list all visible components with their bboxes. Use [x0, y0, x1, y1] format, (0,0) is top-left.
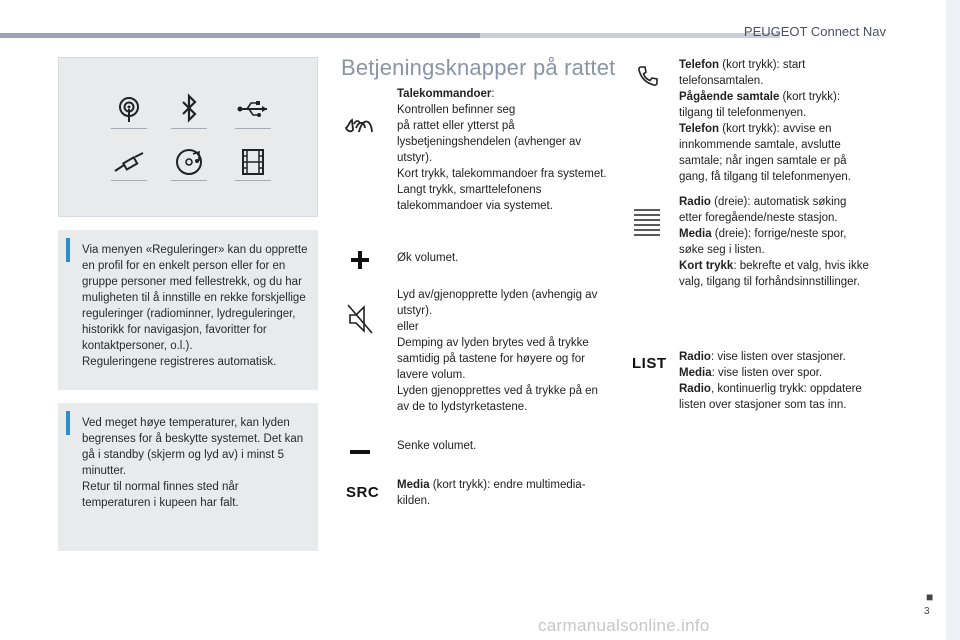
info-note: [58, 403, 318, 551]
header-rule: [0, 33, 480, 38]
aux-cable-icon: [111, 145, 147, 179]
phone-reject-text: (kort trykk): avvise en innkommende samtale, avslutte samtale; når ingen samtale er på gang, få tilgang til telefonmenyen.: [679, 123, 851, 183]
phone-label: Telefon: [679, 123, 720, 135]
video-icon: [235, 145, 271, 179]
page-edge-strip: [946, 0, 960, 640]
list-media-text: : vise listen over spor.: [711, 367, 823, 379]
short-press-text: : bekrefte et valg, hvis ikke valg, tilgang til forhåndsinnstillinger.: [679, 260, 869, 288]
list-description: [679, 349, 869, 413]
mute-description: Lyd av/gjenopprette lyden (avhengig av utstyr). eller Demping av lyden brytes ved å trykke samtidig på tastene for høyere og for lavere volum. Lyden gjenopprettes ved å trykke på en av de to lydstyrketastene.: [397, 289, 598, 413]
radio-label: Radio: [679, 383, 711, 395]
list-radio-text: : vise listen over stasjoner.: [710, 351, 846, 363]
minus-icon: [350, 449, 370, 455]
watermark: carmanualsonline.info: [538, 616, 710, 635]
volume-down-description: Senke volumet.: [397, 440, 477, 452]
media-label: Media: [679, 367, 712, 379]
info-note: [58, 230, 318, 390]
usb-icon: [235, 92, 271, 126]
ongoing-call-label: Pågående samtale: [679, 91, 780, 103]
src-description: [397, 477, 607, 509]
media-scroll-text: (dreie): forrige/neste spor, søke seg i listen.: [679, 228, 847, 256]
radio-icon: [111, 92, 147, 126]
phone-description: [679, 57, 869, 185]
icon-divider: [235, 180, 271, 181]
phone-icon: [636, 64, 660, 88]
src-button-icon: SRC: [346, 484, 380, 501]
page-number: 3: [924, 606, 930, 617]
info-icon: [66, 411, 70, 435]
scroll-wheel-description: [679, 194, 869, 290]
radio-label: Radio: [679, 196, 711, 208]
voice-command-icon: [343, 108, 377, 136]
radio-label: Radio: [679, 351, 711, 363]
src-label: Media: [397, 479, 430, 491]
voice-command-text: : Kontrollen befinner seg på rattet eller ytterst på lysbetjeningshendelen (avhenger av utstyr). Kort trykk, talekommandoer fra systemet. Langt trykk, smarttelefonens talekommandoer via systemet.: [397, 88, 607, 212]
voice-command-label: Talekommandoer: [397, 88, 492, 100]
header-rule-light: [480, 33, 780, 38]
plus-icon: [350, 250, 370, 270]
note-text: Via menyen «Reguleringer» kan du opprette en profil for en enkelt person eller for en gruppe personer med fellestrekk, og du har muligheten til å innstille en rekke forskjellige reguleringer (radiominner, lydreguleringer, historikk for navigasjon, favoritter for kontaktpersoner, o.l.). Reguleringene registreres automatisk.: [82, 244, 308, 368]
phone-text: (kort trykk): start telefonsamtalen.: [679, 59, 806, 87]
disc-icon: [171, 145, 207, 179]
icon-divider: [111, 180, 147, 181]
note-text: Ved meget høye temperaturer, kan lyden begrenses for å beskytte systemet. Det kan gå i standby (skjerm og lyd av) i minst 5 minutter. Retur til normal finnes sted når temperaturen i kupeen har falt.: [82, 417, 304, 509]
icon-divider: [111, 128, 147, 129]
media-label: Media: [679, 228, 712, 240]
ongoing-call-text: (kort trykk): tilgang til telefonmenyen.: [679, 91, 841, 119]
phone-label: Telefon: [679, 59, 720, 71]
icon-divider: [235, 128, 271, 129]
list-button-icon: LIST: [632, 355, 667, 372]
list-update-text: , kontinuerlig trykk: oppdatere listen over stasjoner som tas inn.: [679, 383, 862, 411]
source-icons-panel: [58, 57, 318, 217]
src-text: (kort trykk): endre multimedia-kilden.: [397, 479, 586, 507]
footer-marker: ■: [926, 590, 934, 604]
manual-title: PEUGEOT Connect Nav: [743, 24, 886, 39]
info-icon: [66, 238, 70, 262]
short-press-label: Kort trykk: [679, 260, 734, 272]
voice-command-description: [397, 86, 607, 214]
icon-divider: [171, 180, 207, 181]
scroll-wheel-icon: [632, 207, 662, 237]
radio-scroll-text: (dreie): automatisk søking etter foregående/neste stasjon.: [679, 196, 847, 224]
section-title: Betjeningsknapper på rattet: [341, 55, 616, 80]
volume-up-description: Øk volumet.: [397, 252, 459, 264]
icon-divider: [171, 128, 207, 129]
bluetooth-icon: [171, 92, 207, 126]
mute-icon: [345, 302, 375, 336]
